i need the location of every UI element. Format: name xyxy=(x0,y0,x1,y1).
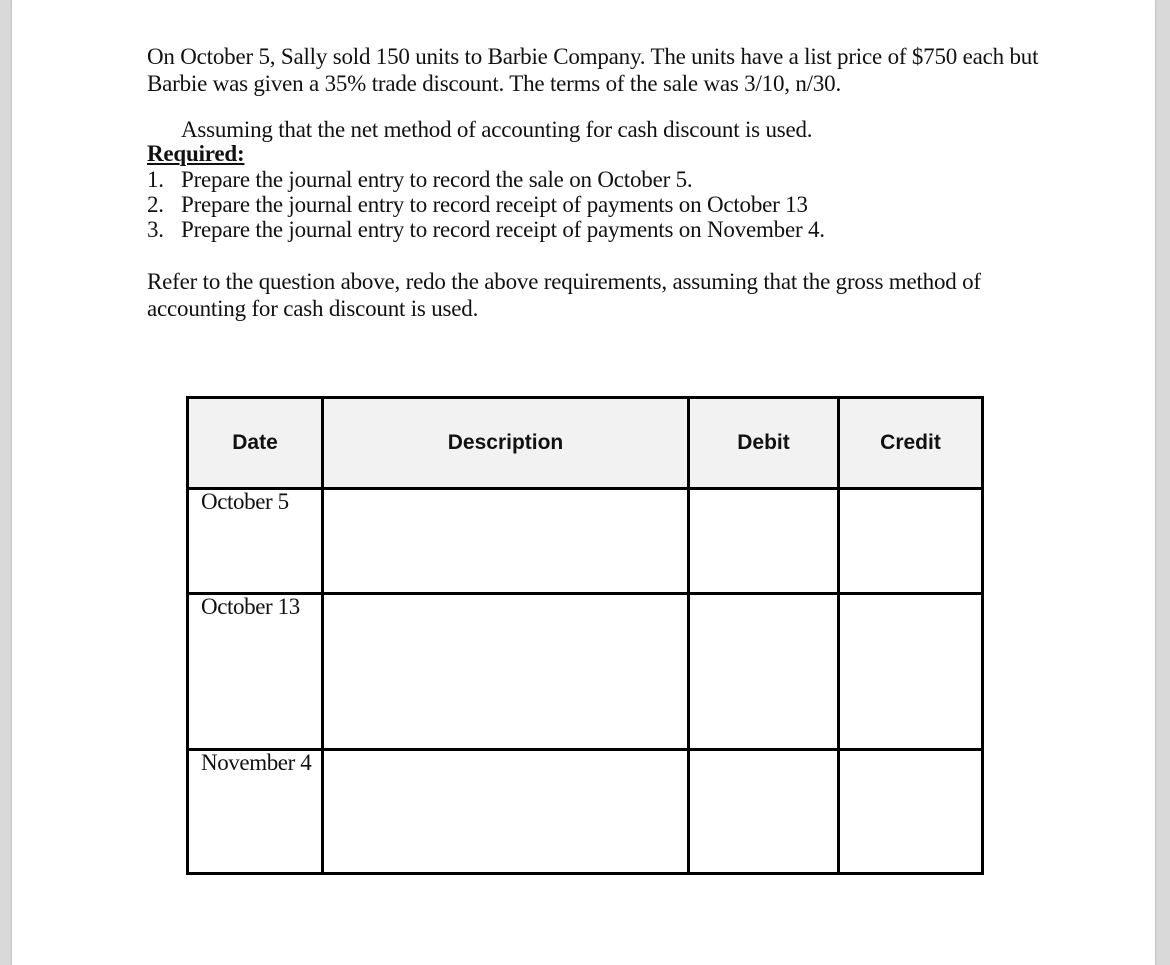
requirement-item xyxy=(147,167,825,192)
date-cell: October 5 xyxy=(188,489,323,594)
requirement-number: 1. xyxy=(147,167,164,192)
description-cell[interactable] xyxy=(323,594,689,750)
header-credit: Credit xyxy=(839,398,983,489)
gross-method-paragraph: Refer to the question above, redo the above requirements, assuming that the gross method of accounting for cash discount is used. xyxy=(147,269,981,321)
credit-cell[interactable] xyxy=(839,489,983,594)
required-heading: Required: xyxy=(147,141,245,166)
credit-cell[interactable] xyxy=(839,594,983,750)
requirement-item xyxy=(147,192,825,217)
description-cell[interactable] xyxy=(323,750,689,874)
requirement-item xyxy=(147,217,825,242)
requirement-text: Prepare the journal entry to record receipt of payments on October 13 xyxy=(181,192,808,217)
debit-cell[interactable] xyxy=(689,489,839,594)
date-cell: October 13 xyxy=(188,594,323,750)
debit-cell[interactable] xyxy=(689,594,839,750)
header-date: Date xyxy=(188,398,323,489)
table-row xyxy=(188,594,983,750)
header-description: Description xyxy=(323,398,689,489)
description-cell[interactable] xyxy=(323,489,689,594)
requirement-text: Prepare the journal entry to record the sale on October 5. xyxy=(181,167,693,192)
table-row xyxy=(188,489,983,594)
document-page xyxy=(12,0,1155,965)
header-debit: Debit xyxy=(689,398,839,489)
debit-cell[interactable] xyxy=(689,750,839,874)
credit-cell[interactable] xyxy=(839,750,983,874)
requirement-number: 2. xyxy=(147,192,164,217)
table-header-row xyxy=(188,398,983,489)
requirements-list xyxy=(147,167,825,242)
date-cell: November 4 xyxy=(188,750,323,874)
journal-entry-table xyxy=(186,396,984,875)
requirement-text: Prepare the journal entry to record receipt of payments on November 4. xyxy=(181,217,825,242)
requirement-number: 3. xyxy=(147,217,164,242)
table-row xyxy=(188,750,983,874)
assumption-text: Assuming that the net method of accounting for cash discount is used. xyxy=(181,117,813,142)
problem-paragraph: On October 5, Sally sold 150 units to Barbie Company. The units have a list price of $750 each but Barbie was given a 35% trade discount. The terms of the sale was 3/10, n/30. xyxy=(147,44,1039,96)
